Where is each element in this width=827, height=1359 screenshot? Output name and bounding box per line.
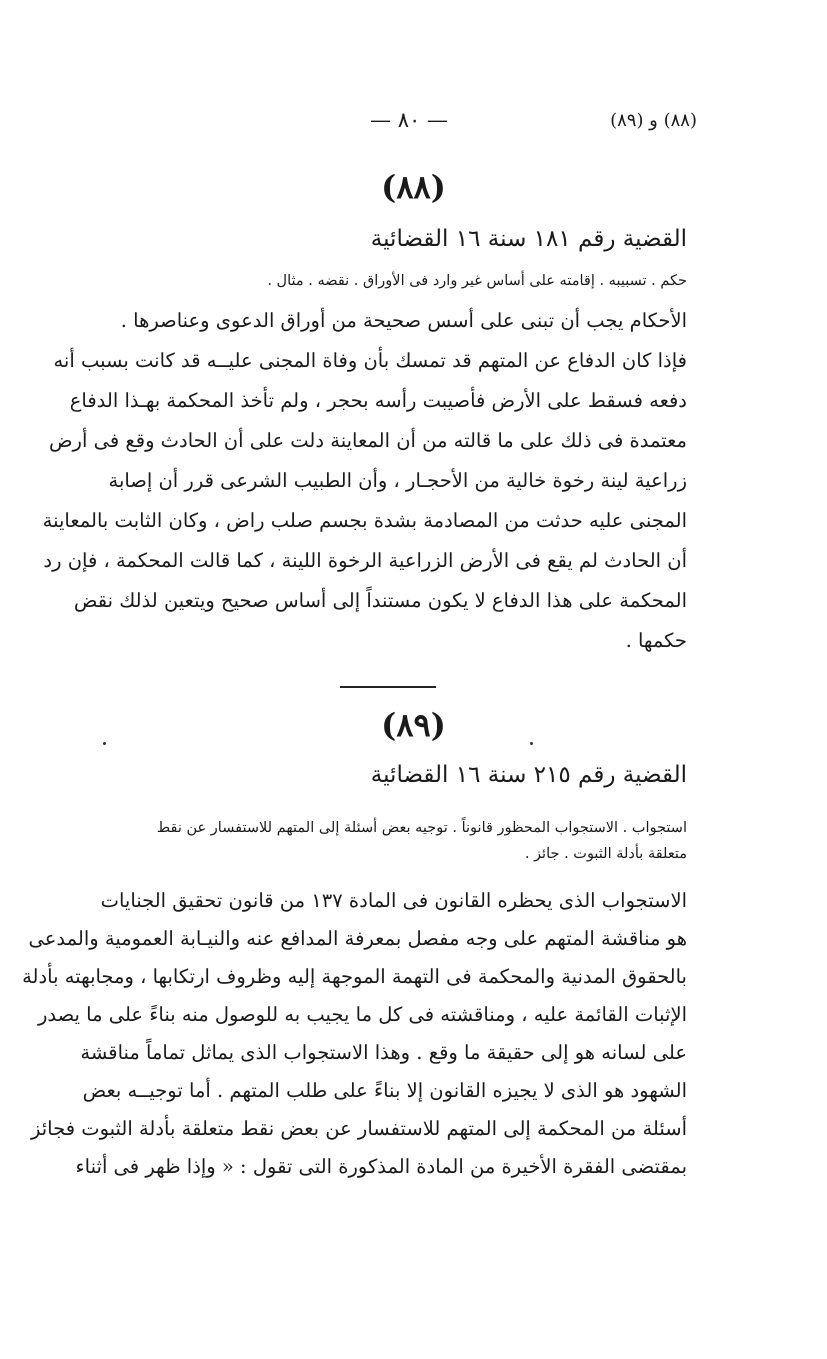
case-89-line: الإثبات القائمة عليه ، ومناقشته فى كل ما يجيب به للوصول منه بناءً على ما يصدر bbox=[37, 1003, 687, 1026]
running-header-case-range: (٨٨) و (٨٩) bbox=[610, 110, 697, 131]
case-89-summary-line: متعلقة بأدلة الثبوت . جائز . bbox=[524, 846, 687, 862]
page-number: — ٨٠ — bbox=[370, 108, 448, 132]
case-88-line: المجنى عليه حدثت من المصادمة بشدة بجسم صلب راض ، وكان الثابت بالمعاينة bbox=[42, 509, 687, 532]
case-88-number: (٨٨) bbox=[381, 168, 446, 206]
case-89-line: الشهود هو الذى لا يجيزه القانون إلا بناءً على طلب المتهم . أما توجيــه بعض bbox=[82, 1079, 687, 1102]
case-89-line: بالحقوق المدنية والمحكمة فى التهمة الموجهة إليه وظروف ارتكابها ، ومجابهته بأدلة bbox=[22, 965, 687, 988]
case-89-line: على لسانه هو إلى حقيقة ما وقع . وهذا الاستجواب الذى يماثل تماماً مناقشة bbox=[80, 1041, 687, 1064]
case-88-line: الأحكام يجب أن تبنى على أسس صحيحة من أوراق الدعوى وعناصرها . bbox=[120, 309, 687, 332]
case-89-line: أسئلة من المحكمة إلى المتهم للاستفسار عن بعض نقط متعلقة بأدلة الثبوت فجائز bbox=[30, 1117, 687, 1140]
section-divider bbox=[340, 686, 436, 688]
case-89-line: بمقتضى الفقرة الأخيرة من المادة المذكورة التى تقول : « وإذا ظهر فى أثناء bbox=[75, 1155, 687, 1178]
case-88-line: أن الحادث لم يقع فى الأرض الزراعية الرخوة اللينة ، كما قالت المحكمة ، فإن رد bbox=[43, 549, 687, 572]
case-89-summary bbox=[77, 815, 687, 867]
case-89-line: الاستجواب الذى يحظره القانون فى المادة ١٣٧ من قانون تحقيق الجنايات bbox=[100, 889, 687, 912]
case-88-line: فإذا كان الدفاع عن المتهم قد تمسك بأن وفاة المجنى عليــه قد كانت بسبب أنه bbox=[53, 349, 687, 372]
case-88-title: القضية رقم ١٨١ سنة ١٦ القضائية bbox=[370, 226, 687, 252]
case-89-number: (٨٩) bbox=[381, 706, 446, 744]
case-88-line: معتمدة فى ذلك على ما قالته من أن المعاينة دلت على أن الحادث وقع فى أرض bbox=[48, 429, 687, 452]
speck-mark bbox=[530, 742, 533, 745]
case-88-line: المحكمة على هذا الدفاع لا يكون مستنداً إلى أساس صحيح ويتعين لذلك نقض bbox=[73, 589, 687, 612]
case-89-body bbox=[22, 882, 687, 1186]
case-88-line: زراعية لينة رخوة خالية من الأحجـار ، وأن الطبيب الشرعى قرر أن إصابة bbox=[108, 469, 687, 492]
speck-mark bbox=[103, 742, 106, 745]
case-88-line: دفعه فسقط على الأرض فأصيبت رأسه بحجر ، ولم تأخذ المحكمة بهـذا الدفاع bbox=[69, 389, 687, 412]
case-89-summary-line: استجواب . الاستجواب المحظور قانوناً . توجيه بعض أسئلة إلى المتهم للاستفسار عن نقط bbox=[156, 820, 687, 836]
case-88-body bbox=[42, 301, 687, 661]
case-88-summary: حكم . تسبيبه . إقامته على أساس غير وارد فى الأوراق . نقضه . مثال . bbox=[267, 273, 687, 289]
case-89-line: هو مناقشة المتهم على وجه مفصل بمعرفة المدافع عنه والنيـابة العمومية والمدعى bbox=[28, 927, 687, 950]
case-89-title: القضية رقم ٢١٥ سنة ١٦ القضائية bbox=[370, 762, 687, 788]
case-88-line: حكمها . bbox=[625, 629, 687, 652]
